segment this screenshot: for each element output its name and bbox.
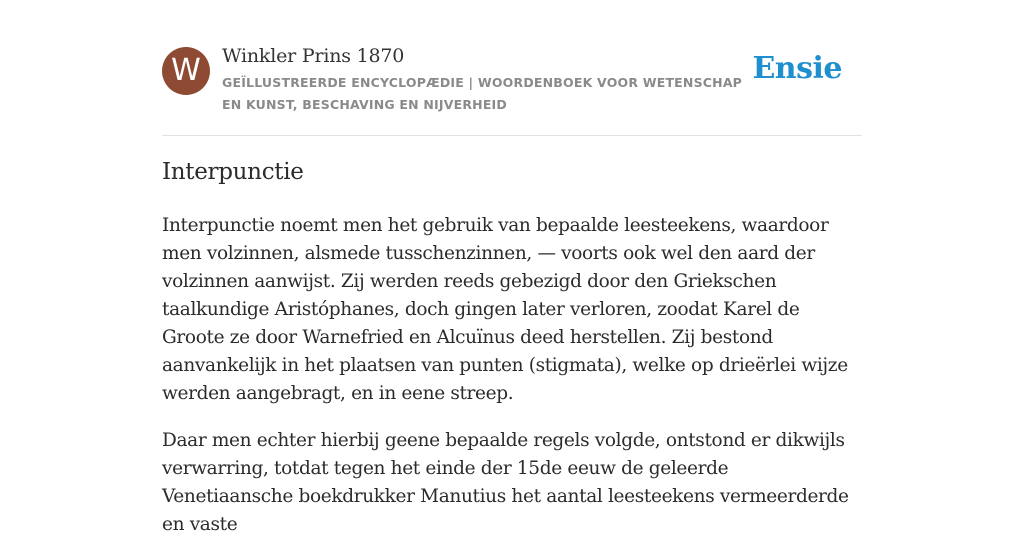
- source-avatar[interactable]: W: [162, 47, 210, 95]
- source-title[interactable]: Winkler Prins 1870: [222, 45, 405, 67]
- source-header: [162, 43, 862, 135]
- header-divider: [162, 135, 862, 136]
- page: [162, 0, 862, 535]
- article-paragraph-2: Daar men echter hierbij geene bepaalde regels volgde, ontstond er dikwijls verwarring, totdat tegen het einde der 15de eeuw de geleerde Venetiaansche boekdrukker Manutius het aantal leesteekens vermeerderde en vaste: [162, 430, 849, 535]
- article-title: Interpunctie: [162, 159, 304, 185]
- ensie-logo[interactable]: Ensie: [752, 51, 842, 86]
- article-body: [162, 212, 862, 558]
- source-subtitle: GEÏLLUSTREERDE ENCYCLOPÆDIE | WOORDENBOEK VOOR WETENSCHAP EN KUNST, BESCHAVING EN NIJVERHEID: [222, 75, 743, 112]
- article-paragraph-1: Interpunctie noemt men het gebruik van bepaalde leesteekens, waardoor men volzinnen, alsmede tusschenzinnen, — voorts ook wel den aard der volzinnen aanwijst. Zij werden reeds gebezigd door den Griekschen taalkundige Aristóphanes, doch gingen later verloren, zoodat Karel de Groote ze door Warnefried en Alcuïnus deed herstellen. Zij bestond aanvankelijk in het plaatsen van punten (stigmata), welke op drieërlei wijze werden aangebragt, en in eene streep.: [162, 215, 848, 404]
